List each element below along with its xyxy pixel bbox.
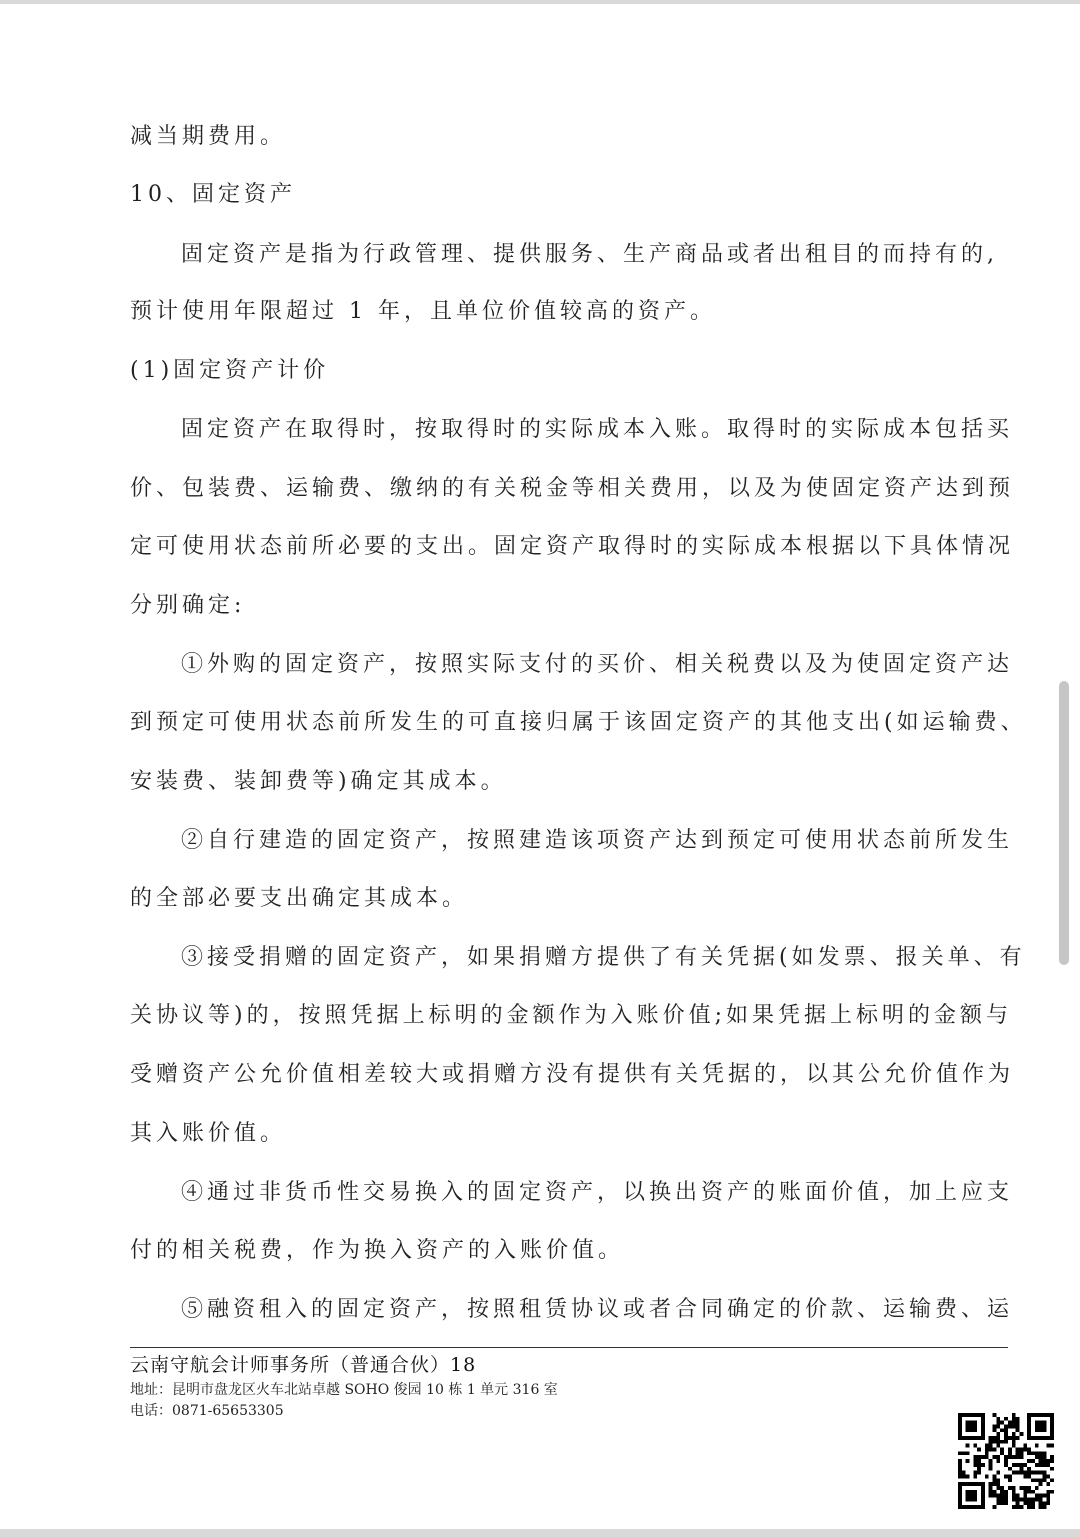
footer-phone: 电话：0871-65653305 [130,1403,284,1419]
qr-code-icon [958,1413,1054,1509]
text-line: ②自行建造的固定资产，按照建造该项资产达到预定可使用状态前所发生 [181,828,1014,853]
text-line: 定可使用状态前所必要的支出。固定资产取得时的实际成本根据以下具体情况 [130,534,1015,559]
text-line: ①外购的固定资产，按照实际支付的买价、相关税费以及为使固定资产达 [181,652,1014,677]
text-line: ④通过非货币性交易换入的固定资产，以换出资产的账面价值，加上应支 [181,1180,1014,1205]
text-line: 到预定可使用状态前所发生的可直接归属于该固定资产的其他支出(如运输费、 [130,710,1027,735]
text-line: 的全部必要支出确定其成本。 [130,886,469,911]
subsection-heading: (1)固定资产计价 [130,358,330,383]
footer-divider [130,1347,1008,1348]
text-line: 固定资产是指为行政管理、提供服务、生产商品或者出租目的而持有的, [181,242,998,267]
text-line: 安装费、装卸费等)确定其成本。 [130,769,507,794]
text-line: 减当期费用。 [130,124,287,149]
text-line: 分别确定: [130,593,246,618]
text-line: ⑤融资租入的固定资产，按照租赁协议或者合同确定的价款、运输费、运 [181,1297,1014,1322]
footer-firm-name: 云南守航会计师事务所（普通合伙）18 [130,1354,477,1376]
text-line: 关协议等)的，按照凭据上标明的金额作为入账价值;如果凭据上标明的金额与 [130,1003,1012,1028]
viewer-top-edge [0,0,1080,4]
text-line: 预计使用年限超过 1 年，且单位价值较高的资产。 [130,299,716,324]
text-line: 付的相关税费，作为换入资产的入账价值。 [130,1238,625,1263]
viewer-bottom-edge [0,1529,1080,1537]
text-line: 价、包装费、运输费、缴纳的有关税金等相关费用，以及为使固定资产达到预 [130,476,1015,501]
text-line: 其入账价值。 [130,1121,287,1146]
footer-address: 地址：昆明市盘龙区火车北站卓越 SOHO 俊园 10 栋 1 单元 316 室 [130,1382,558,1398]
text-line: 固定资产在取得时，按取得时的实际成本入账。取得时的实际成本包括买 [181,417,1014,442]
section-heading: 10、固定资产 [130,182,296,207]
scrollbar-thumb[interactable] [1059,681,1069,965]
text-line: 受赠资产公允价值相差较大或捐赠方没有提供有关凭据的，以其公允价值作为 [130,1062,1015,1087]
text-line: ③接受捐赠的固定资产，如果捐赠方提供了有关凭据(如发票、报关单、有 [181,945,1026,970]
